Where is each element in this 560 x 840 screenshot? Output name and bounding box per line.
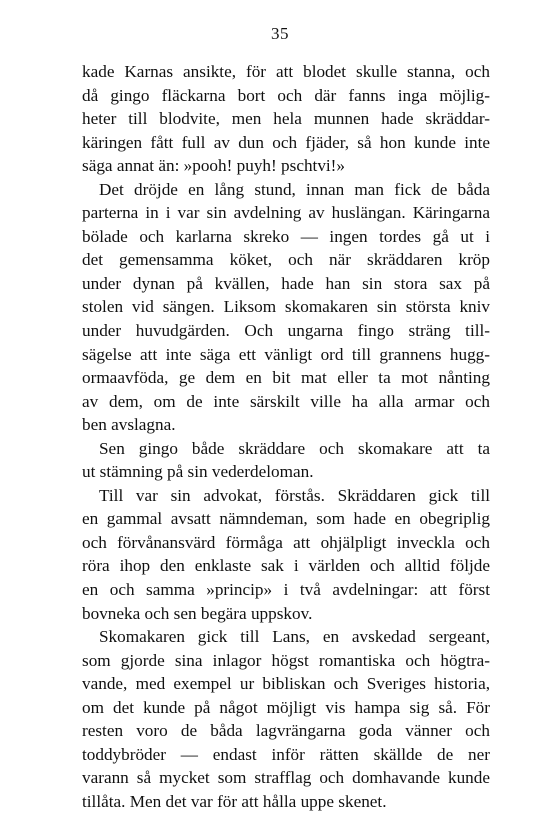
text-line: bovneka och sen begära uppskov.	[82, 603, 313, 623]
text-line: sägelse att inte säga ett vänligt ord till grannens hugg-	[82, 344, 490, 364]
text-line: av dem, om de inte särskilt ville ha alla armar och	[82, 391, 490, 411]
text-line: stolen vid sängen. Liksom skomakaren sin största kniv	[82, 297, 490, 317]
text-line: toddybröder — endast inför rätten skällde de ner	[82, 744, 490, 764]
body-text	[82, 60, 490, 814]
text-line: och förvånansvärd förmåga att ohjälpligt inveckla och	[82, 532, 490, 552]
text-line: tillåta. Men det var för att hålla uppe skenet.	[82, 791, 387, 811]
text-line: ben avslagna.	[82, 415, 176, 435]
text-line: varann så mycket som strafflag och domhavande kunde	[82, 768, 490, 788]
text-line: parterna in i var sin avdelning av huslängan. Käringarna	[82, 203, 490, 223]
text-line: vande, med exempel ur bibliskan och Sveriges historia,	[82, 674, 490, 694]
text-line: en gammal avsatt nämndeman, som hade en obegriplig	[82, 509, 490, 529]
text-line: bölade och karlarna skreko — ingen tordes gå ut i	[82, 226, 490, 246]
text-line: säga annat än: »pooh! puyh! pschtvi!»	[82, 156, 345, 176]
text-line: ut stämning på sin vederdeloman.	[82, 462, 314, 482]
text-line: Sen gingo både skräddare och skomakare att ta	[99, 438, 490, 458]
text-line: Till var sin advokat, förstås. Skräddaren gick till	[99, 485, 490, 505]
text-line: Skomakaren gick till Lans, en avskedad sergeant,	[99, 627, 490, 647]
text-line: röra ihop den enklaste sak i världen och alltid följde	[82, 556, 490, 576]
page-number: 35	[271, 24, 289, 43]
text-line: under huvudgärden. Och ungarna fingo sträng till-	[82, 321, 490, 341]
text-line: heter till blodvite, men hela munnen hade skräddar-	[82, 109, 490, 129]
text-line: käringen fått full av dun och fjäder, så hon kunde inte	[82, 132, 490, 152]
text-line: ormaavföda, ge dem en bit mat eller ta mot nånting	[82, 368, 490, 388]
text-line: som gjorde sina inlagor högst romantiska och högtra-	[82, 650, 490, 670]
text-line: resten voro de båda lagvrängarna goda vänner och	[82, 721, 490, 741]
text-line: under dynan på kvällen, hade han sin stora sax på	[82, 273, 490, 293]
text-line: kade Karnas ansikte, för att blodet skulle stanna, och	[82, 62, 490, 81]
text-line: en och samma »princip» i två avdelningar: att först	[82, 580, 490, 600]
text-line: det gemensamma köket, och när skräddaren kröp	[82, 250, 490, 270]
text-line: Det dröjde en lång stund, innan man fick de båda	[99, 179, 490, 199]
text-line: då gingo fläckarna bort och där fanns inga möjlig-	[82, 85, 490, 105]
text-line: om det kunde på något möjligt vis hampa sig så. För	[82, 697, 490, 717]
